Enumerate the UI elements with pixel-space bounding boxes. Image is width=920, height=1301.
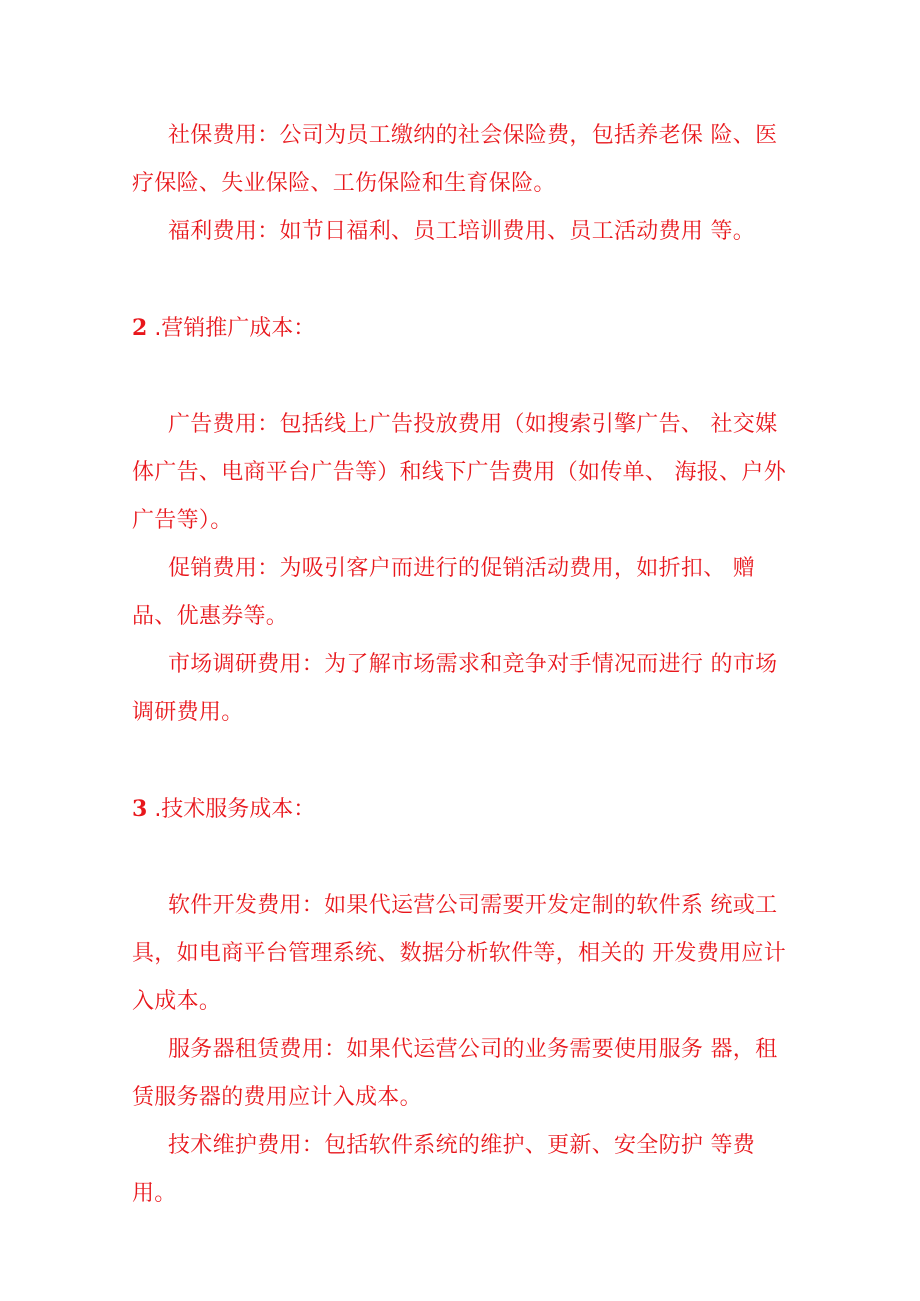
spacer (132, 737, 796, 785)
section-title: .技术服务成本： (154, 797, 316, 822)
section-title: .营销推广成本： (154, 316, 316, 341)
paragraph-server-rental: 服务器租赁费用：如果代运营公司的业务需要使用服务 器，租赁服务器的费用应计入成本。 (132, 1037, 778, 1110)
paragraph-promotion: 促销费用：为吸引客户而进行的促销活动费用，如折扣、 赠品、优惠券等。 (132, 556, 756, 629)
paragraph-software-dev: 软件开发费用：如果代运营公司需要开发定制的软件系 统或工具，如电商平台管理系统、数据分析软件等，相关的 开发费用应计入成本。 (132, 893, 786, 1014)
section-number: 2 (132, 315, 148, 341)
spacer (132, 256, 796, 304)
paragraph-advertising: 广告费用：包括线上广告投放费用（如搜索引擎广告、 社交媒体广告、电商平台广告等）和线下广告费用（如传单、 海报、户外广告等）。 (132, 412, 786, 533)
paragraph-social-insurance: 社保费用：公司为员工缴纳的社会保险费，包括养老保 险、医疗保险、失业保险、工伤保险和生育保险。 (132, 123, 778, 196)
spacer (132, 353, 796, 401)
spacer (132, 834, 796, 882)
document-body (132, 112, 796, 1218)
section-number: 3 (132, 796, 148, 822)
section-heading-tech (132, 785, 796, 834)
section-heading-marketing (132, 304, 796, 353)
paragraph-tech-maintenance: 技术维护费用：包括软件系统的维护、更新、安全防护 等费用。 (132, 1133, 756, 1206)
paragraph-welfare: 福利费用：如节日福利、员工培训费用、员工活动费用 等。 (168, 219, 756, 244)
paragraph-market-research: 市场调研费用：为了解市场需求和竞争对手情况而进行 的市场调研费用。 (132, 652, 778, 725)
